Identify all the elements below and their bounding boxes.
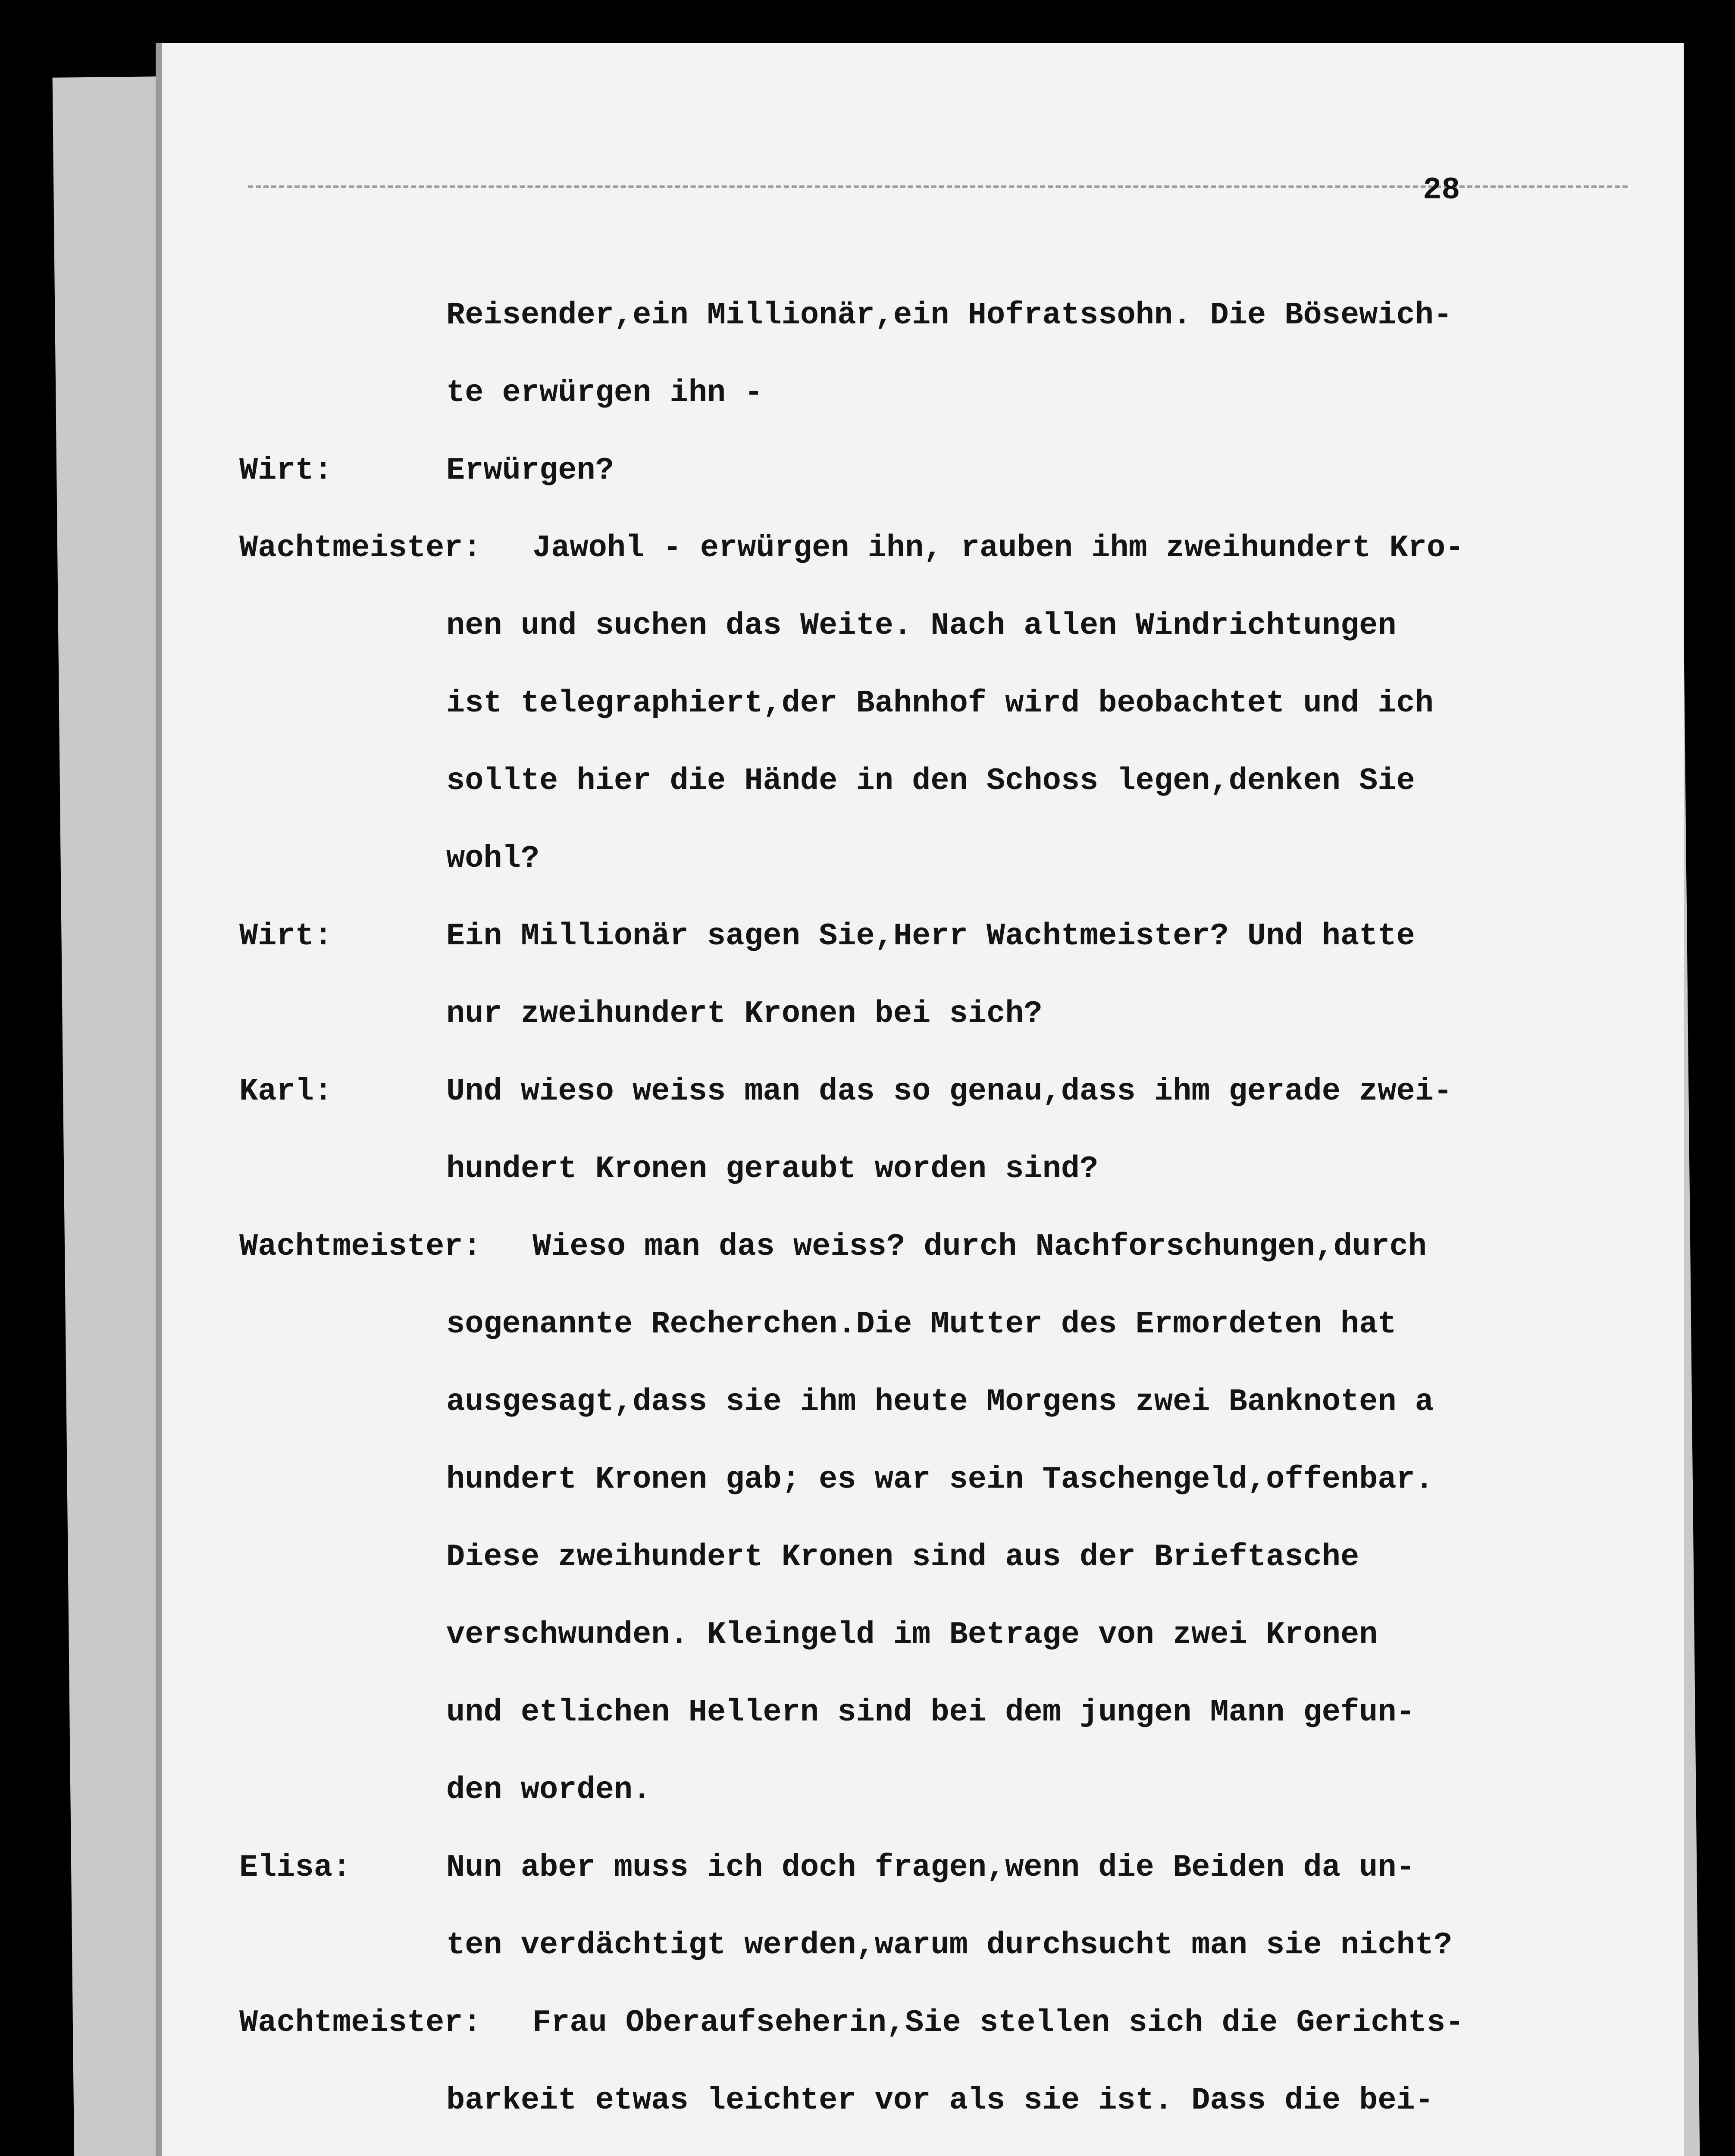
dialogue-line: Reisender,ein Millionär,ein Hofratssohn. Die Bösewich- [446, 298, 1453, 333]
dialogue-line: sollte hier die Hände in den Schoss legen,denken Sie [446, 763, 1415, 799]
dialogue-line: ausgesagt,dass sie ihm heute Morgens zwei Banknoten a [446, 1384, 1434, 1420]
speaker-label: Karl: [239, 1074, 333, 1109]
dialogue-line: wohl? [446, 841, 540, 876]
speaker-label: Wachtmeister: [239, 530, 482, 566]
dialogue-line: nur zweihundert Kronen bei sich? [446, 996, 1043, 1031]
dialogue-line: hundert Kronen geraubt worden sind? [446, 1151, 1099, 1187]
speaker-label: Wirt: [239, 453, 333, 488]
dialogue-line: ten verdächtigt werden,warum durchsucht man sie nicht? [446, 1927, 1453, 1963]
ruled-line [248, 185, 1628, 193]
page-number: 28 [1423, 172, 1460, 208]
dialogue-line: und etlichen Hellern sind bei dem jungen Mann gefun- [446, 1695, 1415, 1730]
speaker-label: Wachtmeister: [239, 1229, 482, 1264]
dialogue-line: Erwürgen? [446, 453, 614, 488]
typescript-page [162, 43, 1684, 2156]
dialogue-line: Jawohl - erwürgen ihn, rauben ihm zweihundert Kro- [532, 530, 1464, 566]
dialogue-line: verschwunden. Kleingeld im Betrage von zwei Kronen [446, 1617, 1378, 1652]
dialogue-line: Diese zweihundert Kronen sind aus der Brieftasche [446, 1539, 1359, 1575]
dialogue-line: Nun aber muss ich doch fragen,wenn die Beiden da un- [446, 1850, 1415, 1885]
dialogue-line: ist telegraphiert,der Bahnhof wird beobachtet und ich [446, 686, 1434, 721]
dialogue-line: te erwürgen ihn - [446, 375, 763, 411]
dialogue-line: den worden. [446, 1772, 651, 1808]
dialogue-line: barkeit etwas leichter vor als sie ist. Dass die bei- [446, 2083, 1434, 2118]
dialogue-line: Wieso man das weiss? durch Nachforschungen,durch [532, 1229, 1427, 1264]
dialogue-line: Ein Millionär sagen Sie,Herr Wachtmeister? Und hatte [446, 918, 1415, 954]
dialogue-line: nen und suchen das Weite. Nach allen Windrichtungen [446, 608, 1397, 643]
dialogue-line: hundert Kronen gab; es war sein Taschengeld,offenbar. [446, 1462, 1434, 1497]
speaker-label: Wirt: [239, 918, 333, 954]
dialogue-line: Frau Oberaufseherin,Sie stellen sich die Gerichts- [532, 2005, 1464, 2040]
dialogue-line: Und wieso weiss man das so genau,dass ihm gerade zwei- [446, 1074, 1453, 1109]
dialogue-line: sogenannte Recherchen.Die Mutter des Ermordeten hat [446, 1307, 1397, 1342]
speaker-label: Wachtmeister: [239, 2005, 482, 2040]
speaker-label: Elisa: [239, 1850, 351, 1885]
